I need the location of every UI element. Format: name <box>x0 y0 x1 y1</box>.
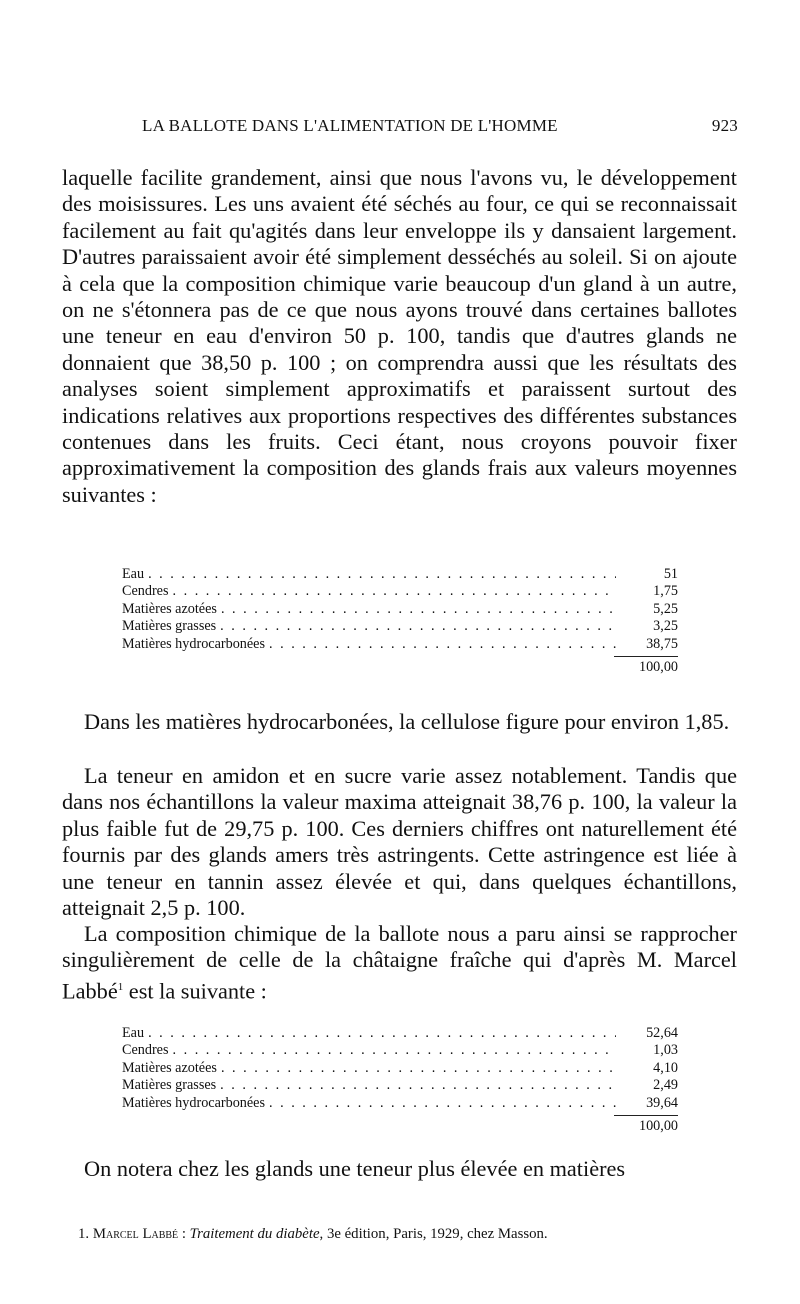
dot-leader <box>220 618 616 635</box>
footnote-separator: : <box>178 1226 190 1242</box>
row-value: 38,75 <box>646 635 678 652</box>
composition-table-glands <box>122 566 678 676</box>
running-title: LA BALLOTE DANS L'ALIMENTATION DE L'HOMME <box>142 116 558 135</box>
paragraph-text: La composition chimique de la ballote nous a paru ainsi se rapprocher singulièrement de celle de la châtaigne fraîche qui d'après M. Marcel Labbé <box>62 921 737 1004</box>
composition-table-chataigne <box>122 1025 678 1135</box>
footnote-details: , 3e édition, Paris, 1929, chez Masson. <box>319 1226 548 1242</box>
table-row <box>122 583 678 600</box>
row-label: Matières grasses <box>122 1077 217 1094</box>
table-total-row <box>122 653 678 676</box>
dot-leader <box>220 1077 616 1094</box>
row-value: 2,49 <box>653 1077 678 1094</box>
table-row <box>122 601 678 618</box>
table-row <box>122 1025 678 1042</box>
row-value: 52,64 <box>646 1025 678 1041</box>
dot-leader <box>221 1060 616 1077</box>
table-total: 100,00 <box>614 1115 678 1135</box>
table-row <box>122 1042 678 1059</box>
dot-leader <box>148 566 616 583</box>
row-value: 1,03 <box>653 1042 678 1059</box>
dot-leader <box>221 601 616 618</box>
row-value: 3,25 <box>653 618 678 635</box>
row-label: Matières hydrocarbonées <box>122 1094 265 1111</box>
footnote-number: 1. <box>78 1226 90 1242</box>
table-row <box>122 618 678 635</box>
row-label: Cendres <box>122 1042 169 1059</box>
row-label: Matières azotées <box>122 1059 217 1076</box>
table-row <box>122 636 678 653</box>
dot-leader <box>269 636 616 653</box>
dot-leader <box>269 1095 616 1112</box>
table-row <box>122 1077 678 1094</box>
row-value: 1,75 <box>653 583 678 600</box>
table-row <box>122 1095 678 1112</box>
footnote-author: Marcel Labbé <box>92 1226 179 1242</box>
paragraph-text-end: est la suivante : <box>123 978 267 1004</box>
row-label: Eau <box>122 1025 145 1041</box>
row-value: 4,10 <box>653 1059 678 1076</box>
row-label: Matières hydrocarbonées <box>122 635 265 652</box>
row-value: 5,25 <box>653 600 678 617</box>
table-total-row <box>122 1112 678 1135</box>
dot-leader <box>173 583 617 600</box>
dot-leader <box>148 1025 616 1042</box>
page-number: 923 <box>711 116 738 135</box>
row-label: Matières grasses <box>122 618 217 635</box>
paragraph-closing: On notera chez les glands une teneur plus élevée en matières <box>84 1156 626 1181</box>
paragraph-chestnut-comparison <box>62 921 737 1005</box>
row-label: Eau <box>122 566 145 582</box>
paragraph-drying-methods: laquelle facilite grandement, ainsi que nous l'avons vu, le développement des moisissures. Les uns avaient été séchés au four, ce qui se reconnaissait facilement au fait qu'agités dans leur enveloppe ils y dansaient largement. D'autres paraissaient avoir été simplement desséchés au soleil. Si on ajoute à cela que la composition chimique varie beaucoup d'un gland à un autre, on ne s'étonnera pas de ce que nous ayons trouvé dans certaines ballotes une teneur en eau d'environ 50 p. 100, tandis que d'autres glands ne donnaient que 38,50 p. 100 ; on comprendra aussi que les résultats des analyses soient simplement approximatifs et paraissent surtout des indications relatives aux proportions respectives des différentes substances contenues dans les fruits. Ceci étant, nous croyons pouvoir fixer approximativement la composition des glands frais aux valeurs moyennes suivantes : <box>62 165 737 507</box>
table-total: 100,00 <box>614 656 678 676</box>
row-label: Matières azotées <box>122 600 217 617</box>
row-value: 51 <box>663 566 678 582</box>
table-row <box>122 1060 678 1077</box>
paragraph-starch-sugar: La teneur en amidon et en sucre varie assez notablement. Tandis que dans nos échantillons la valeur maxima atteignait 38,76 p. 100, la valeur la plus faible fut de 29,75 p. 100. Ces derniers chiffres ont naturellement été fournis par des glands amers très astringents. Cette astringence est liée à une teneur en tannin assez élevée et qui, dans quelques échantillons, atteignait 2,5 p. 100. <box>62 763 737 921</box>
row-value: 39,64 <box>646 1094 678 1111</box>
paragraph-cellulose: Dans les matières hydrocarbonées, la cellulose figure pour environ 1,85. <box>84 709 730 734</box>
footnote-work-title: Traitement du diabète <box>189 1226 320 1242</box>
table-row <box>122 566 678 583</box>
footnote-reference: 1 <box>117 980 124 993</box>
dot-leader <box>173 1042 617 1059</box>
row-label: Cendres <box>122 583 169 600</box>
footnote <box>78 1226 728 1243</box>
